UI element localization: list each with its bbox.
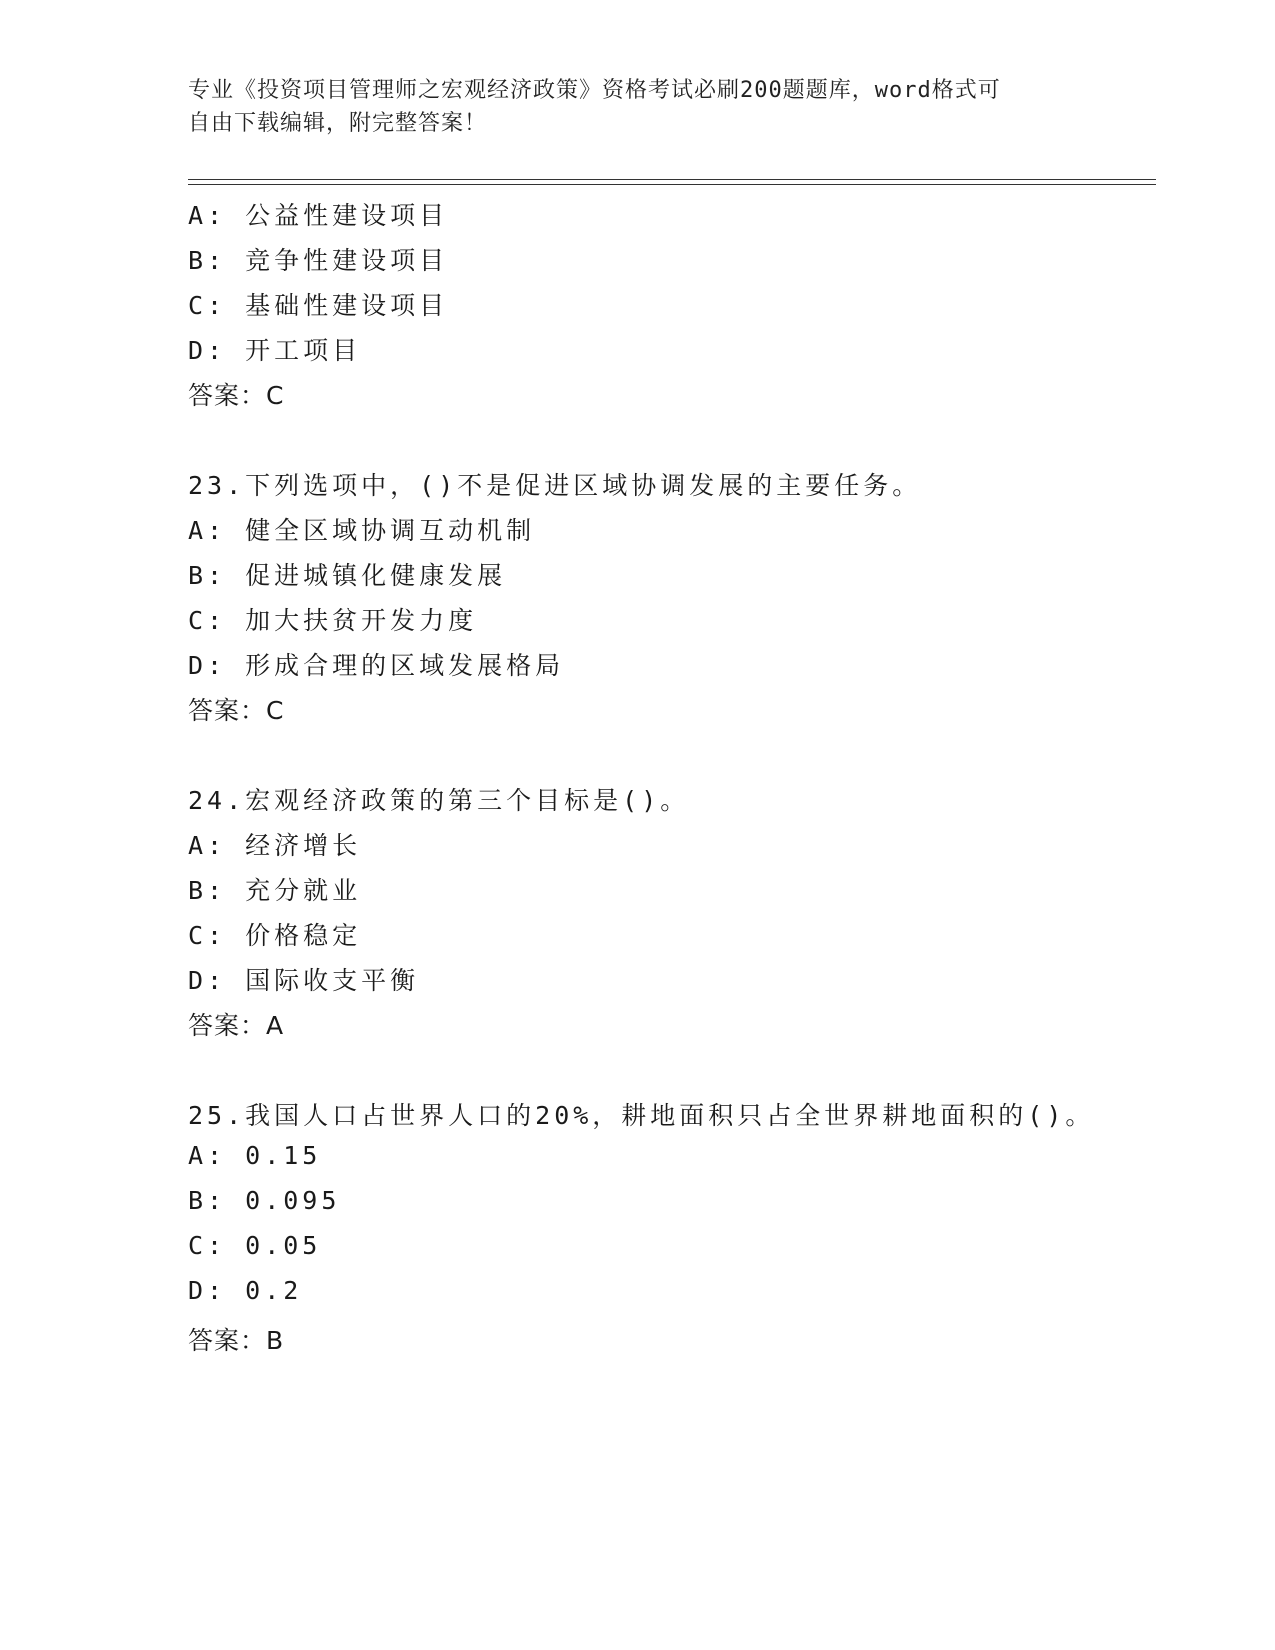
option-b: B: 充分就业 xyxy=(188,876,362,905)
option-b: B: 竞争性建设项目 xyxy=(188,246,449,275)
option-c: C: 0.05 xyxy=(188,1231,322,1260)
option-c: C: 基础性建设项目 xyxy=(188,291,449,320)
option-b: B: 促进城镇化健康发展 xyxy=(188,561,507,590)
option-a: A: 经济增长 xyxy=(188,831,362,860)
option-d: D: 0.2 xyxy=(188,1276,303,1305)
answer-line: 答案：B xyxy=(188,1326,285,1355)
header-divider-bottom xyxy=(188,184,1156,185)
answer-line: 答案：C xyxy=(188,381,285,410)
question-title: 25.我国人口占世界人口的20%，耕地面积只占全世界耕地面积的()。 xyxy=(188,1101,1095,1130)
answer-line: 答案：A xyxy=(188,1011,285,1040)
header-divider-top xyxy=(188,179,1156,180)
option-d: D: 国际收支平衡 xyxy=(188,966,420,995)
option-a: A: 0.15 xyxy=(188,1141,322,1170)
document-header xyxy=(188,74,1068,140)
option-c: C: 价格稳定 xyxy=(188,921,362,950)
option-a: A: 公益性建设项目 xyxy=(188,201,449,230)
question-title: 23.下列选项中，()不是促进区域协调发展的主要任务。 xyxy=(188,471,922,500)
option-c: C: 加大扶贫开发力度 xyxy=(188,606,478,635)
header-line-2: 自由下载编辑，附完整答案！ xyxy=(188,111,488,136)
option-b: B: 0.095 xyxy=(188,1186,341,1215)
header-line-1: 专业《投资项目管理师之宏观经济政策》资格考试必刷200题题库，word格式可 xyxy=(188,78,1001,103)
option-d: D: 开工项目 xyxy=(188,336,362,365)
answer-line: 答案：C xyxy=(188,696,285,725)
option-a: A: 健全区域协调互动机制 xyxy=(188,516,536,545)
option-d: D: 形成合理的区域发展格局 xyxy=(188,651,565,680)
question-title: 24.宏观经济政策的第三个目标是()。 xyxy=(188,786,690,815)
